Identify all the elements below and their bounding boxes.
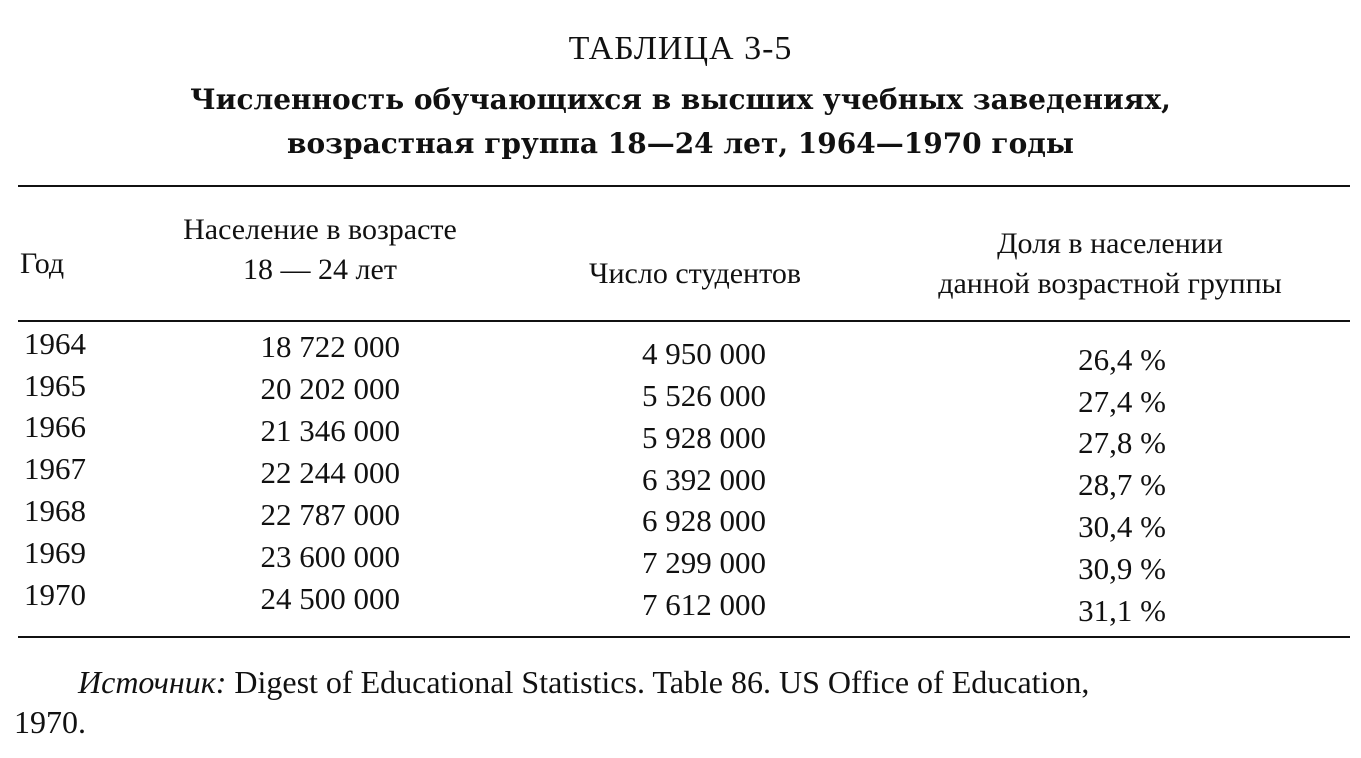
cell-students: 4 950 000: [642, 336, 766, 371]
cell-students: 6 392 000: [642, 462, 766, 497]
cell-share: 27,4 %: [1078, 384, 1166, 419]
table-title: [60, 78, 1301, 166]
header-share-line-1: Доля в населении: [997, 227, 1223, 260]
cell-year: 1970: [24, 577, 86, 612]
cell-population: 20 202 000: [260, 371, 400, 406]
header-share-line-2: данной возрастной группы: [938, 267, 1282, 300]
cell-share: 30,4 %: [1078, 509, 1166, 544]
cell-population: 24 500 000: [260, 581, 400, 616]
cell-year: 1968: [24, 493, 86, 528]
cell-year: 1969: [24, 535, 86, 570]
cell-students: 5 928 000: [642, 420, 766, 455]
cell-share: 30,9 %: [1078, 551, 1166, 586]
table-title-line-1: Численность обучающихся в высших учебных заведениях,: [190, 83, 1171, 116]
table-label: ТАБЛИЦА 3-5: [568, 30, 793, 67]
source-label: Источник:: [78, 664, 227, 700]
cell-share: 26,4 %: [1078, 342, 1166, 377]
cell-share: 28,7 %: [1078, 467, 1166, 502]
cell-share: 31,1 %: [1078, 593, 1166, 628]
cell-students: 7 612 000: [642, 587, 766, 622]
cell-population: 23 600 000: [260, 539, 400, 574]
source-note: [14, 662, 1344, 742]
cell-students: 7 299 000: [642, 545, 766, 580]
header-population-line-1: Население в возрасте: [183, 213, 457, 246]
cell-population: 21 346 000: [260, 413, 400, 448]
header-share: [870, 224, 1350, 304]
header-rule: [18, 320, 1350, 322]
cell-year: 1964: [24, 326, 86, 361]
cell-year: 1965: [24, 368, 86, 403]
header-year: Год: [20, 247, 65, 280]
header-population-line-2: 18 — 24 лет: [243, 253, 397, 286]
cell-share: 27,8 %: [1078, 425, 1166, 460]
cell-population: 18 722 000: [260, 329, 400, 364]
bottom-rule: [18, 636, 1350, 638]
cell-year: 1966: [24, 409, 86, 444]
header-population: [120, 210, 520, 290]
table-title-line-2: возрастная группа 18—24 лет, 1964—1970 годы: [287, 127, 1074, 160]
top-rule: [18, 185, 1350, 187]
header-students: Число студентов: [589, 257, 801, 290]
source-year: 1970.: [14, 704, 86, 740]
cell-population: 22 244 000: [260, 455, 400, 490]
cell-students: 6 928 000: [642, 503, 766, 538]
cell-year: 1967: [24, 451, 86, 486]
source-text: Digest of Educational Statistics. Table 86. US Office of Education,: [234, 664, 1090, 700]
cell-students: 5 526 000: [642, 378, 766, 413]
cell-population: 22 787 000: [260, 497, 400, 532]
